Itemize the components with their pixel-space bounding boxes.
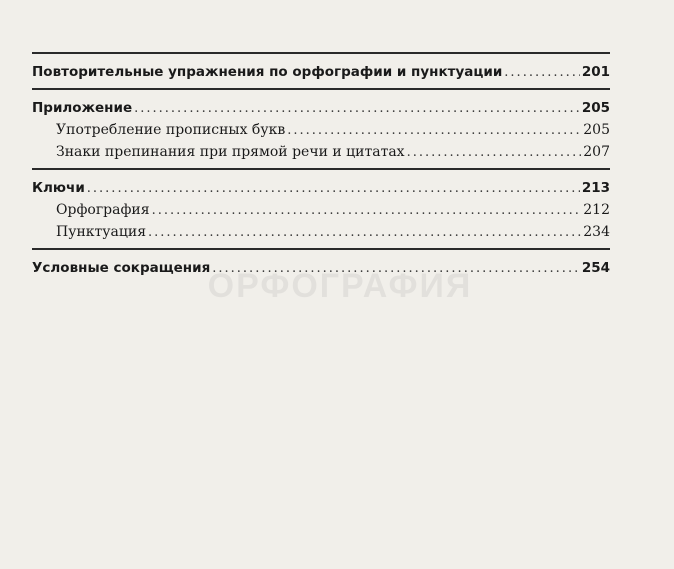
toc-entry-page: 207 <box>583 144 610 160</box>
toc-entry-title: Знаки препинания при прямой речи и цитатах <box>56 144 405 160</box>
toc-entry[interactable] <box>32 96 610 118</box>
toc-entry-page: 254 <box>581 260 610 276</box>
toc-entry[interactable] <box>32 140 610 162</box>
toc-entry[interactable] <box>32 198 610 220</box>
toc-entry-title: Употребление прописных букв <box>56 122 286 138</box>
toc-entry-page: 201 <box>581 64 610 80</box>
leader-dots <box>148 220 581 242</box>
leader-dots <box>152 198 582 220</box>
toc-entry-title: Приложение <box>32 100 133 116</box>
leader-dots <box>407 140 582 162</box>
toc-entry[interactable] <box>32 60 610 82</box>
toc-entry-title: Ключи <box>32 180 85 196</box>
toc-entry-title: Пунктуация <box>56 224 147 240</box>
table-of-contents <box>32 52 610 278</box>
toc-entry-page: 213 <box>581 180 610 196</box>
toc-entry-title: Орфография <box>56 202 150 218</box>
leader-dots <box>134 96 580 118</box>
toc-entry[interactable] <box>32 256 610 278</box>
toc-entry-page: 212 <box>583 202 610 218</box>
leader-dots <box>87 176 580 198</box>
toc-entry-page: 205 <box>583 122 610 138</box>
toc-entry[interactable] <box>32 176 610 198</box>
toc-entry-title: Повторительные упражнения по орфографии и пунктуации <box>32 64 503 80</box>
toc-entry[interactable] <box>32 220 610 242</box>
toc-entry-page: 205 <box>581 100 610 116</box>
leader-dots <box>212 256 580 278</box>
leader-dots <box>504 60 580 82</box>
bleed-through-heading: ОРФОГРАФИЯ <box>207 267 473 305</box>
leader-dots <box>287 118 581 140</box>
toc-entry-title: Условные сокращения <box>32 260 211 276</box>
toc-entry-page: 234 <box>583 224 610 240</box>
toc-entry[interactable] <box>32 118 610 140</box>
